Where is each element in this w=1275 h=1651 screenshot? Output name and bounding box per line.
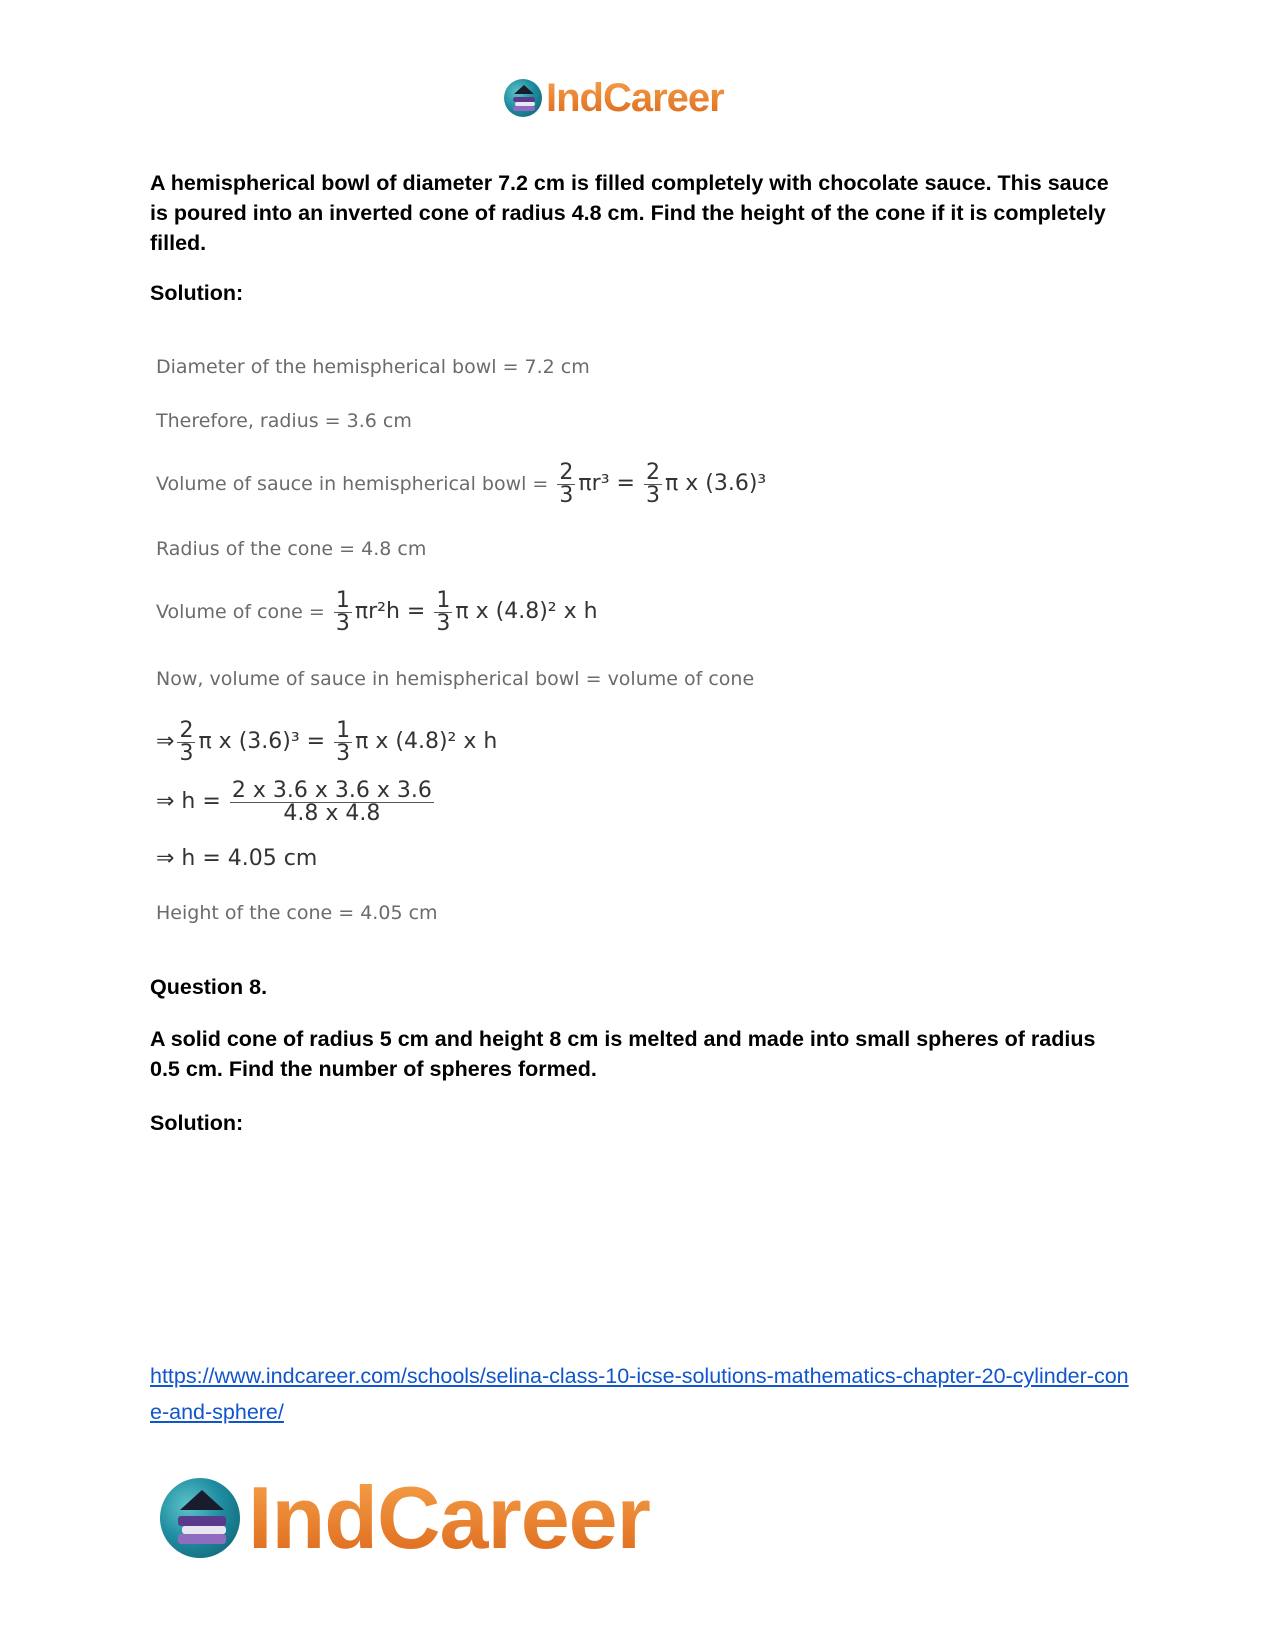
fraction-two-thirds: $\frac{2}{3}$ — [559, 460, 574, 508]
pi-r-cubed: πr³ = — [578, 471, 635, 496]
eq1-right: π x (4.8)² x h — [355, 729, 498, 754]
indcareer-logo-header — [504, 78, 724, 118]
step-diameter: Diameter of the hemispherical bowl = 7.2 cm — [156, 356, 590, 378]
question-text: A hemispherical bowl of diameter 7.2 cm is filled completely with chocolate sauce. This sauce is poured into an inverted cone of radius 4.8 cm. Find the height of the cone if it is completely filled. — [150, 171, 1109, 255]
pi-r-squared-h: πr²h = — [354, 599, 426, 624]
logo-wordmark: IndCareer — [546, 76, 724, 120]
eq2-lhs: ⇒ h = — [156, 789, 221, 814]
equation-1 — [156, 720, 497, 765]
fraction-height: $\frac{2 x 3.6 x 3.6 x 3.6}{4.8 x 4.8}$ — [231, 778, 432, 826]
step-equate-volumes: Now, volume of sauce in hemispherical bowl = volume of cone — [156, 668, 755, 690]
eq1-left: π x (3.6)³ = — [198, 729, 326, 754]
eq3-result: ⇒ h = 4.05 cm — [156, 846, 318, 871]
step-radius: Therefore, radius = 3.6 cm — [156, 410, 412, 432]
fraction-two-thirds-2: $\frac{2}{3}$ — [646, 460, 660, 508]
equation-2 — [156, 780, 437, 825]
equation-3 — [156, 846, 317, 871]
fraction-two-thirds-3: $\frac{2}{3}$ — [179, 718, 194, 766]
vol-sauce-label: Volume of sauce in hemispherical bowl = — [156, 473, 549, 495]
step-volume-sauce — [156, 462, 766, 507]
fraction-one-third-2: $\frac{1}{3}$ — [436, 588, 451, 636]
solution-label: Solution: — [150, 281, 244, 305]
implies-arrow: ⇒ — [156, 729, 175, 754]
fraction-one-third-3: $\frac{1}{3}$ — [336, 718, 351, 766]
pi-48-squared-h: π x (4.8)² x h — [455, 599, 598, 624]
pi-36-cubed: π x (3.6)³ — [665, 471, 767, 496]
question-8-text: A solid cone of radius 5 cm and height 8 cm is melted and made into small spheres of radius 0.5 cm. Find the number of spheres formed. — [150, 1027, 1096, 1081]
fraction-one-third: $\frac{1}{3}$ — [335, 588, 350, 636]
logo-wordmark: IndCareer — [248, 1468, 650, 1567]
graduation-books-icon — [504, 79, 542, 117]
question-8-label: Question 8. — [150, 975, 268, 999]
step-radius-cone: Radius of the cone = 4.8 cm — [156, 538, 427, 560]
question-8-solution-label: Solution: — [150, 1111, 244, 1135]
step-height-result: Height of the cone = 4.05 cm — [156, 902, 438, 924]
step-volume-cone — [156, 590, 598, 635]
source-url-link[interactable]: https://www.indcareer.com/schools/selina-class-10-icse-solutions-mathematics-chapter-20-cylinder-cone-and-sphere/ — [150, 1364, 1129, 1424]
vol-cone-label: Volume of cone = — [156, 601, 325, 623]
graduation-books-icon — [160, 1478, 240, 1558]
indcareer-logo-footer — [160, 1468, 650, 1567]
